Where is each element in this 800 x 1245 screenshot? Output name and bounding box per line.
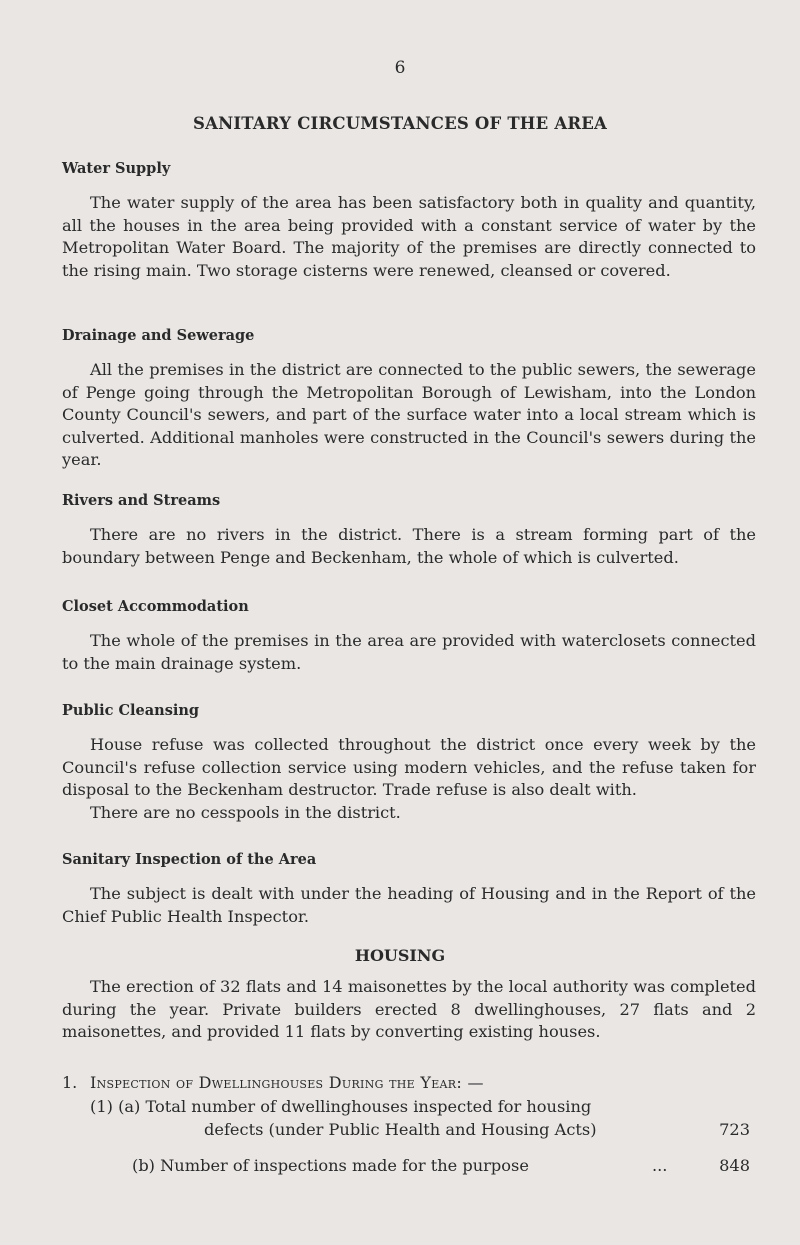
section-paragraph: The whole of the premises in the area are provided with waterclosets connected to the main drainage system.	[62, 631, 756, 673]
list-number: 1.	[62, 1073, 78, 1092]
item-1b-leader: ...	[652, 1156, 668, 1175]
section-heading: Public Cleansing	[62, 702, 200, 719]
section-drainage	[62, 327, 756, 472]
item-1a-label-line1: (1) (a) Total number of dwellinghouses inspected for housing	[90, 1097, 592, 1116]
item-1b-value: 848	[719, 1156, 750, 1175]
housing-title: HOUSING	[354, 946, 446, 965]
page-title: SANITARY CIRCUMSTANCES OF THE AREA	[192, 114, 608, 133]
section-paragraph: All the premises in the district are connected to the public sewers, the sewerage of Penge going through the Metropolitan Borough of Lewisham, into the London County Council's sewers, and part of the surface water into a local stream which is culverted. Additional manholes were constructed in the Council's sewers during the year.	[62, 360, 756, 469]
section-heading: Rivers and Streams	[62, 492, 221, 509]
housing-intro	[62, 976, 756, 1044]
section-heading: Drainage and Sewerage	[62, 327, 255, 344]
section-paragraph: The water supply of the area has been satisfactory both in quality and quantity, all the houses in the area being provided with a constant service of water by the Metropolitan Water Board. The majority of the premises are directly connected to the rising main. Two storage cisterns were renewed, cleansed or covered.	[62, 193, 756, 280]
section-closet	[62, 598, 756, 675]
item-1a-label-line2: defects (under Public Health and Housing Acts)	[204, 1120, 597, 1139]
inspection-list-heading	[62, 1073, 484, 1092]
housing-paragraph: The erection of 32 flats and 14 maisonettes by the local authority was completed during the year. Private builders erected 8 dwellinghouses, 27 flats and 2 maisonettes, and provided 11 flats by converting existing houses.	[62, 977, 756, 1041]
item-1b-label: (b) Number of inspections made for the purpose	[132, 1156, 529, 1175]
list-heading-text: Inspection of Dwellinghouses During the Year: —	[90, 1073, 484, 1092]
item-1a-value: 723	[719, 1120, 750, 1139]
section-paragraph: The subject is dealt with under the heading of Housing and in the Report of the Chief Public Health Inspector.	[62, 884, 756, 926]
section-paragraph: There are no cesspools in the district.	[90, 802, 401, 822]
section-sanitary-inspection	[62, 851, 756, 928]
section-heading: Water Supply	[62, 160, 171, 177]
section-heading: Closet Accommodation	[62, 598, 249, 615]
page-number: 6	[394, 58, 406, 78]
section-public-cleansing	[62, 702, 756, 824]
section-rivers	[62, 492, 756, 569]
section-heading: Sanitary Inspection of the Area	[62, 851, 317, 868]
section-water-supply	[62, 160, 756, 282]
section-paragraph: House refuse was collected throughout the district once every week by the Council's refuse collection service using modern vehicles, and the refuse taken for disposal to the Beckenham destructor. Trade refuse is also dealt with.	[62, 735, 756, 799]
section-paragraph: There are no rivers in the district. There is a stream forming part of the boundary between Penge and Beckenham, the whole of which is culverted.	[62, 525, 756, 567]
